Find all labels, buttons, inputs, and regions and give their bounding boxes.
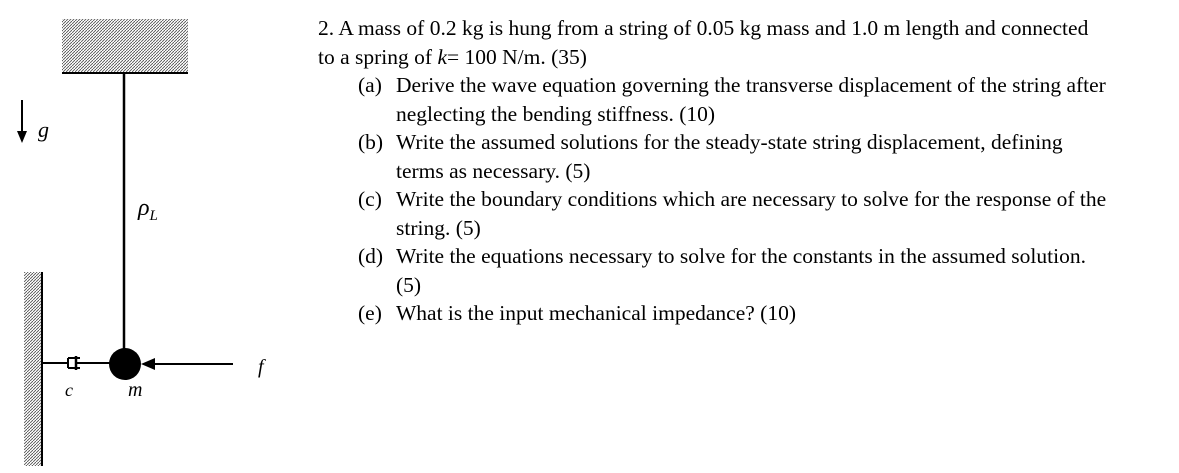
part-text: Write the equations necessary to solve for the constants in the assumed solution. (5) [396,244,1086,297]
part-label: (d) [358,244,384,268]
system-diagram [0,0,300,473]
force-arrowhead [141,358,155,370]
part-text: Write the boundary conditions which are necessary to solve for the response of the string. (5) [396,187,1107,240]
gravity-arrowhead [17,131,27,143]
part-text: Write the assumed solutions for the steady-state string displacement, defining terms as necessary. (5) [396,130,1063,183]
intro-text-end: = 100 N/m. (35) [446,44,587,69]
problem-parts [318,71,1108,328]
mass-label: m [128,379,143,401]
problem-intro [318,14,1108,71]
part-a [318,71,1108,128]
part-text: What is the input mechanical impedance? (10) [396,301,796,325]
density-label: $\rho_L$ [138,195,158,224]
intro-text: 2. A mass of 0.2 kg is hung from a string of 0.05 kg mass and 1.0 m length and connected to a spring of [318,16,1089,69]
damper-label: c [65,380,73,400]
part-label: (e) [358,301,382,325]
figure-diagram [0,0,300,473]
part-b [318,128,1108,185]
ceiling-support [62,19,188,73]
force-label: f [258,356,264,378]
spring-constant-symbol: k [437,44,447,69]
part-label: (a) [358,73,382,97]
part-text: Derive the wave equation governing the transverse displacement of the string after neglecting the bending stiffness. (10) [396,73,1106,126]
part-label: (b) [358,130,384,154]
gravity-label: g [38,117,49,142]
wall-support [24,272,42,466]
problem-statement [318,14,1108,328]
part-e [318,299,1108,328]
part-d [318,242,1108,299]
part-c [318,185,1108,242]
mass-ball [109,348,141,380]
part-label: (c) [358,187,382,211]
